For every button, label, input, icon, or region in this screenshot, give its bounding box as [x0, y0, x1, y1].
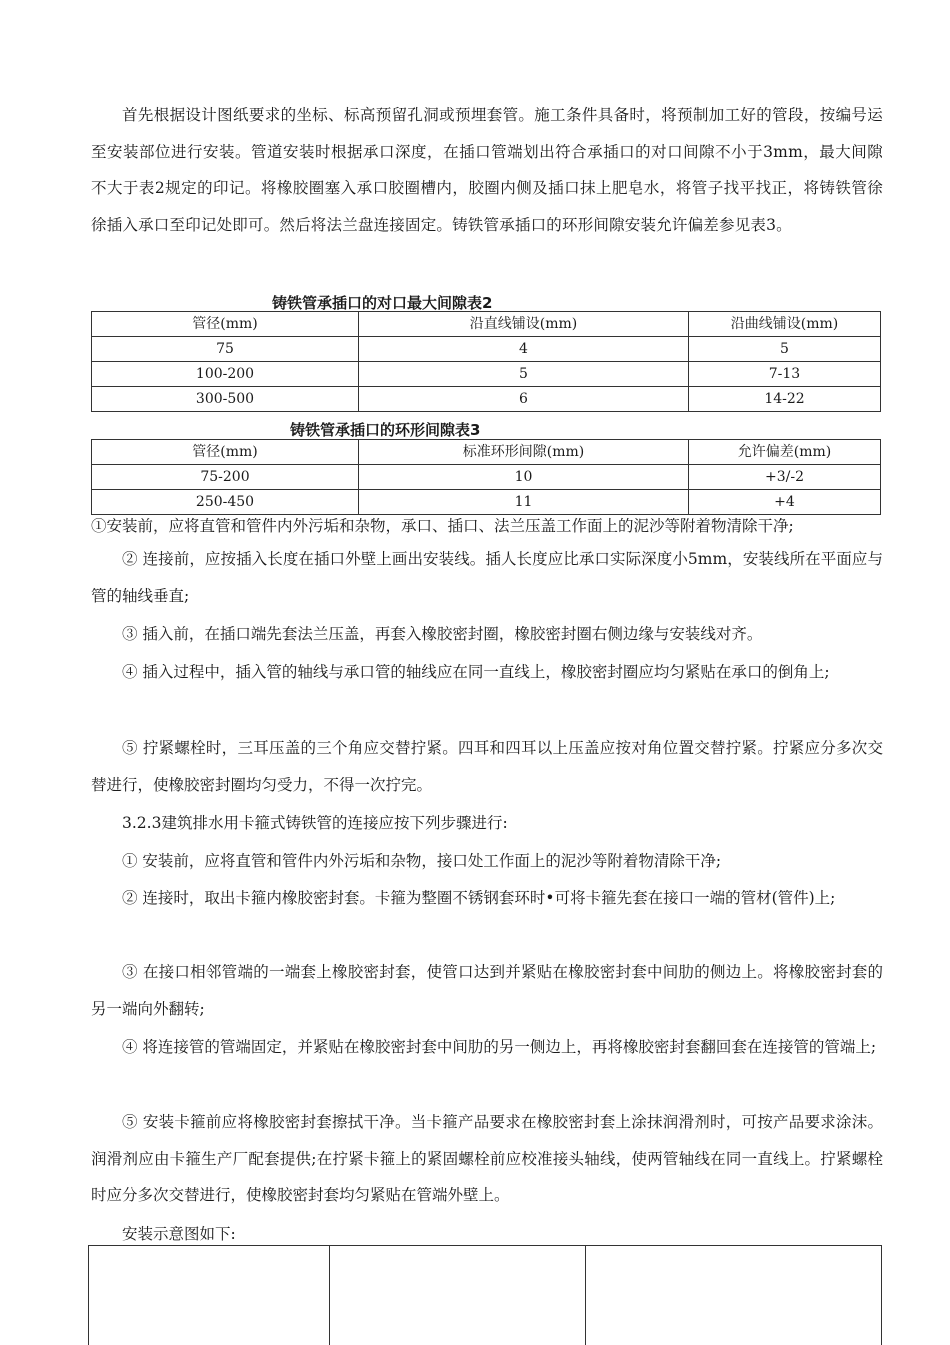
table-cell: 11	[359, 490, 689, 515]
step-b1: ① 安装前，应将直管和管件内外污垢和杂物，接口处工作面上的泥沙等附着物清除干净;	[122, 852, 722, 870]
table-row	[92, 387, 881, 412]
table-cell: 7-13	[689, 362, 881, 387]
frame-divider	[881, 1246, 882, 1345]
table-row	[92, 465, 881, 490]
table-cell: 100-200	[92, 362, 359, 387]
frame-divider	[585, 1246, 586, 1345]
table-header-cell: 管径(mm)	[92, 312, 359, 337]
table-cell: 10	[359, 465, 689, 490]
table2	[91, 311, 881, 412]
table-header-cell: 标准环形间隙(mm)	[359, 440, 689, 465]
table-cell: +3/-2	[689, 465, 881, 490]
intro-paragraph: 首先根据设计图纸要求的坐标、标高预留孔洞或预埋套管。施工条件具备时，将预制加工好的管段，按编号运至安装部位进行安装。管道安装时根据承口深度，在插口管端划出符合承插口的对口间隙不小于3mm，最大间隙不大于表2规定的印记。将橡胶圈塞入承口胶圈槽内，胶圈内侧及插口抹上肥皂水，将管子找平找正，将铸铁管徐徐插入承口至印记处即可。然后将法兰盘连接固定。铸铁管承插口的环形间隙安装允许偏差参见表3。	[91, 106, 883, 234]
table-cell: 6	[359, 387, 689, 412]
table-cell: 250-450	[92, 490, 359, 515]
table3	[91, 439, 881, 515]
diagram-frame	[88, 1245, 882, 1345]
table-row	[92, 362, 881, 387]
step-a5: ⑤ 拧紧螺栓时，三耳压盖的三个角应交替拧紧。四耳和四耳以上压盖应按对角位置交替拧紧。拧紧应分多次交替进行，使橡胶密封圈均匀受力，不得一次拧完。	[91, 739, 883, 794]
table-cell: 5	[359, 362, 689, 387]
step-a3: ③ 插入前，在插口端先套法兰压盖，再套入橡胶密封圈，橡胶密封圈右侧边缘与安装线对齐。	[122, 625, 763, 643]
table-header-row	[92, 312, 881, 337]
step-b5: ⑤ 安装卡箍前应将橡胶密封套擦拭干净。当卡箍产品要求在橡胶密封套上涂抹润滑剂时，可按产品要求涂沫。润滑剂应由卡箍生产厂配套提供;在拧紧卡箍上的紧固螺栓前应校准接头轴线，使两管轴线在同一直线上。拧紧螺栓时应分多次交替进行，使橡胶密封套均匀紧贴在管端外壁上。	[91, 1113, 883, 1204]
step-b4: ④ 将连接管的管端固定，并紧贴在橡胶密封套中间肋的另一侧边上，再将橡胶密封套翻回套在连接管的管端上;	[122, 1038, 877, 1056]
table-header-cell: 沿直线铺设(mm)	[359, 312, 689, 337]
step-a4: ④ 插入过程中，插入管的轴线与承口管的轴线应在同一直线上，橡胶密封圈应均匀紧贴在承口的倒角上;	[122, 663, 830, 681]
diagram-intro: 安装示意图如下:	[122, 1225, 236, 1243]
step-a2: ② 连接前，应按插入长度在插口外壁上画出安装线。插人长度应比承口实际深度小5mm，安装线所在平面应与管的轴线垂直;	[91, 550, 883, 605]
table2-caption: 铸铁管承插口的对口最大间隙表2	[272, 294, 493, 312]
table3-caption: 铸铁管承插口的环形间隙表3	[290, 421, 481, 439]
table-row	[92, 337, 881, 362]
table-cell: 4	[359, 337, 689, 362]
table-cell: 300-500	[92, 387, 359, 412]
table-cell: 14-22	[689, 387, 881, 412]
table-cell: 75	[92, 337, 359, 362]
frame-divider	[88, 1246, 89, 1345]
table-cell: 75-200	[92, 465, 359, 490]
table-cell: +4	[689, 490, 881, 515]
frame-divider	[329, 1246, 330, 1345]
table-cell: 5	[689, 337, 881, 362]
table-header-row	[92, 440, 881, 465]
step-a1: ①安装前，应将直管和管件内外污垢和杂物，承口、插口、法兰压盖工作面上的泥沙等附着物清除干净;	[91, 517, 794, 535]
table-header-cell: 管径(mm)	[92, 440, 359, 465]
table-header-cell: 允许偏差(mm)	[689, 440, 881, 465]
step-b3: ③ 在接口相邻管端的一端套上橡胶密封套，使管口达到并紧贴在橡胶密封套中间肋的侧边上。将橡胶密封套的另一端向外翻转;	[91, 963, 883, 1018]
step-b2: ② 连接时，取出卡箍内橡胶密封套。卡箍为整圈不锈钢套环时•可将卡箍先套在接口一端的管材(管件)上;	[122, 889, 836, 907]
section-heading-3-2-3: 3.2.3建筑排水用卡箍式铸铁管的连接应按下列步骤进行:	[122, 814, 508, 832]
table-header-cell: 沿曲线铺设(mm)	[689, 312, 881, 337]
